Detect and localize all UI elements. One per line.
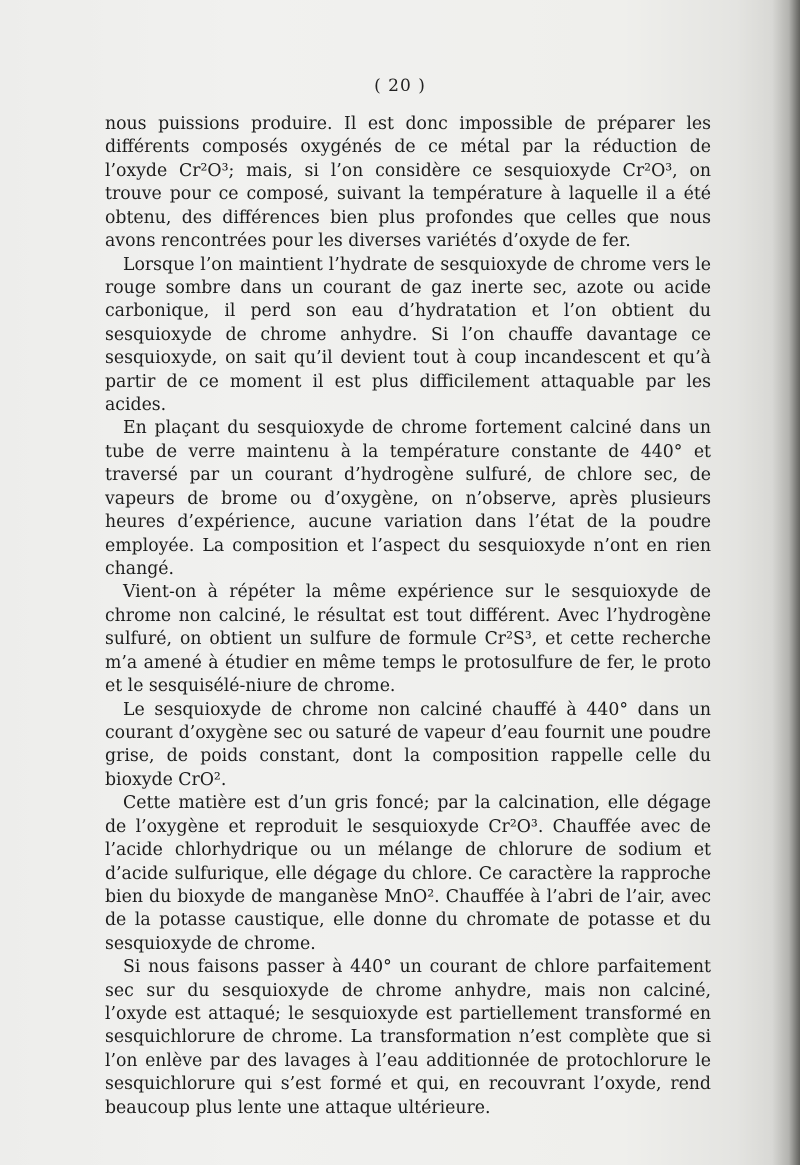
page-number: ( 20 ) bbox=[374, 76, 426, 96]
body-text bbox=[105, 113, 711, 1120]
paragraph: Cette matière est d’un gris foncé; par la calcination, elle dégage de l’oxygène et reproduit le sesquioxyde Cr²O³. Chauffée avec de l’acide chlorhydrique ou un mélange de chlorure de sodium et d’acide sulfurique, elle dégage du chlore. Ce caractère la rapproche bien du bioxyde de manganèse MnO². Chauffée à l’abri de l’air, avec de la potasse caustique, elle donne du chromate de potasse et du sesquioxyde de chrome. bbox=[105, 793, 711, 954]
paragraph: En plaçant du sesquioxyde de chrome fortement calciné dans un tube de verre maintenu à la température constante de 440° et traversé par un courant d’hydrogène sulfuré, de chlore sec, de vapeurs de brome ou d’oxygène, on n’observe, après plusieurs heures d’expérience, aucune variation dans l’état de la poudre employée. La composition et l’aspect du sesquioxyde n’ont en rien changé. bbox=[105, 418, 711, 580]
paragraph: Le sesquioxyde de chrome non calciné chauffé à 440° dans un courant d’oxygène sec ou saturé de vapeur d’eau fournit une poudre grise, de poids constant, dont la composition rappelle celle du bioxyde CrO². bbox=[105, 699, 711, 790]
paragraph: Vient-on à répéter la même expérience sur le sesquioxyde de chrome non calciné, le résultat est tout différent. Avec l’hydrogène sulfuré, on obtient un sulfure de formule Cr²S³, et cette recherche m’a amené à étudier en même temps le protosulfure de fer, le proto et le sesquisélé-niure de chrome. bbox=[105, 582, 711, 697]
paragraph: Si nous faisons passer à 440° un courant de chlore parfaitement sec sur du sesquioxyde de chrome anhydre, mais non calciné, l’oxyde est attaqué; le sesquioxyde est partiellement transformé en sesquichlorure de chrome. La transformation n’est complète que si l’on enlève par des lavages à l’eau additionnée de protochlorure le sesquichlorure qui s’est formé et qui, en recouvrant l’oxyde, rend beaucoup plus lente une attaque ultérieure. bbox=[105, 957, 711, 1118]
paragraph: nous puissions produire. Il est donc impossible de préparer les différents composés oxygénés de ce métal par la réduction de l’oxyde Cr²O³; mais, si l’on considère ce sesquioxyde Cr²O³, on trouve pour ce composé, suivant la température à laquelle il a été obtenu, des différences bien plus profondes que celles que nous avons rencontrées pour les diverses variétés d’oxyde de fer. bbox=[105, 114, 711, 252]
paragraph: Lorsque l’on maintient l’hydrate de sesquioxyde de chrome vers le rouge sombre dans un courant de gaz inerte sec, azote ou acide carbonique, il perd son eau d’hydratation et l’on obtient du sesquioxyde de chrome anhydre. Si l’on chauffe davantage ce sesquioxyde, on sait qu’il devient tout à coup incandescent et qu’à partir de ce moment il est plus difficilement attaquable par les acides. bbox=[105, 254, 711, 416]
page-edge-shadow bbox=[772, 0, 800, 1165]
